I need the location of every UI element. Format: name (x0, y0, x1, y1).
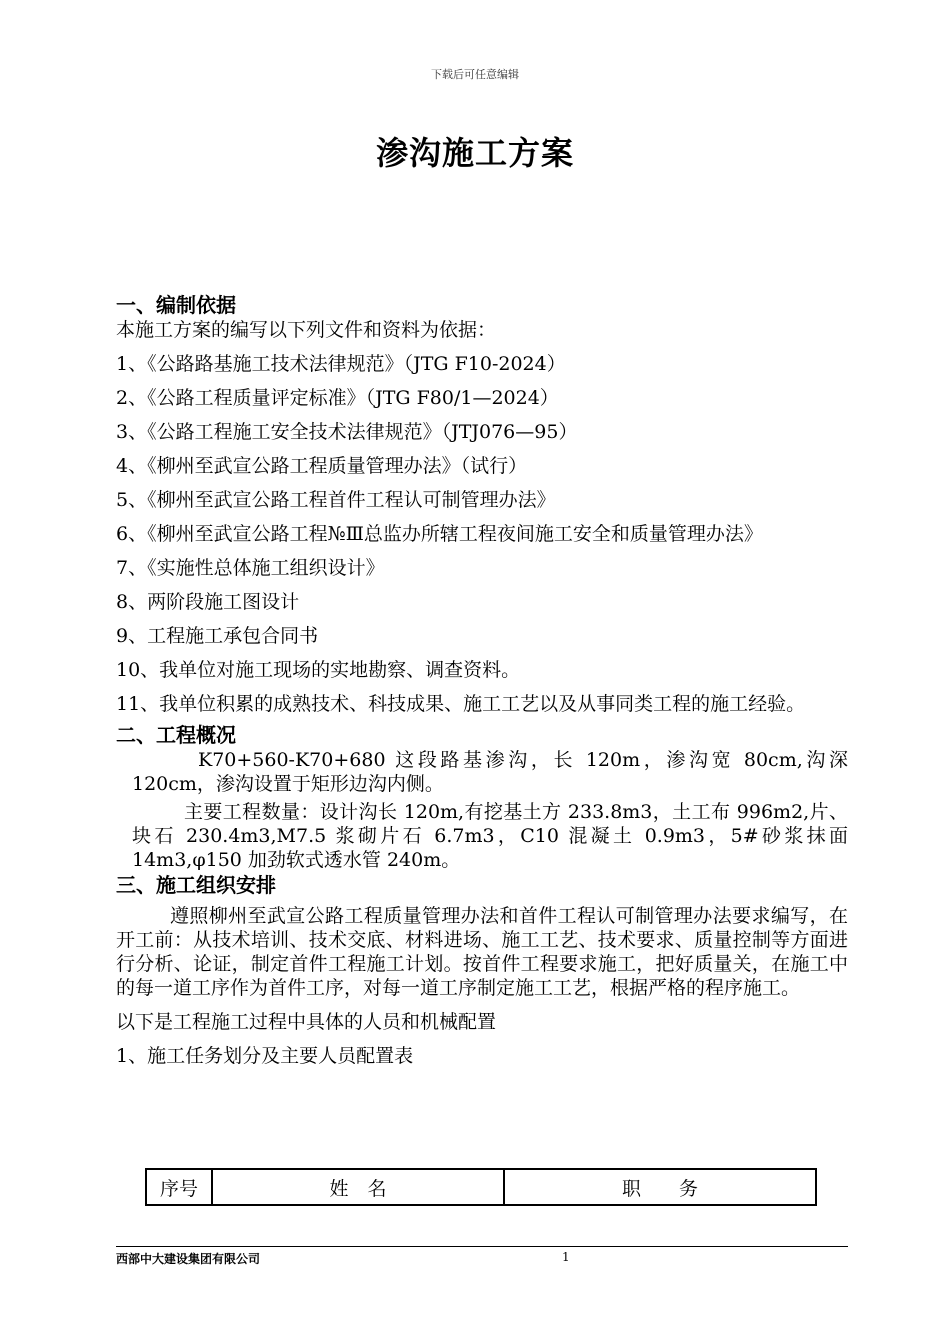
section1-intro: 本施工方案的编写以下列文件和资料为依据： (116, 319, 497, 341)
document-body (116, 292, 848, 1068)
basis-item-10: 10、我单位对施工现场的实地勘察、调查资料。 (116, 659, 521, 681)
basis-item-8: 8、两阶段施工图设计 (116, 591, 300, 613)
section2-overview: K70+560-K70+680 这段路基渗沟，长 120m，渗沟宽 80cm,沟深 120cm，渗沟设置于矩形边沟内侧。 (132, 749, 848, 795)
section2-heading: 二、工程概况 (116, 723, 236, 747)
staff-table (145, 1168, 817, 1206)
basis-item-6: 6、《柳州至武宣公路工程№Ⅲ总监办所辖工程夜间施工安全和质量管理办法》 (116, 523, 763, 545)
header-position: 职 务 (504, 1169, 816, 1205)
basis-item-1: 1、《公路路基施工技术法律规范》（JTG F10-2024） (116, 353, 566, 375)
document-title: 渗沟施工方案 (375, 134, 574, 172)
page-number: 1 (562, 1250, 570, 1264)
section3-arrangement: 遵照柳州至武宣公路工程质量管理办法和首件工程认可制管理办法要求编写，在开工前：从技术培训、技术交底、材料进场、施工工艺、技术要求、质量控制等方面进行分析、论证，制定首件工程施工计划。按首件工程要求施工，把好质量关，在施工中的每一道工序作为首件工序，对每一道工序制定施工工艺，根据严格的程序施工。 (116, 905, 848, 999)
basis-item-3: 3、《公路工程施工安全技术法律规范》（JTJ076—95） (116, 421, 578, 443)
basis-item-7: 7、《实施性总体施工组织设计》 (116, 557, 385, 579)
section1-heading: 一、编制依据 (116, 293, 236, 317)
basis-item-9: 9、工程施工承包合同书 (116, 625, 319, 647)
basis-item-11: 11、我单位积累的成熟技术、科技成果、施工工艺以及从事同类工程的施工经验。 (116, 693, 806, 715)
basis-item-2: 2、《公路工程质量评定标准》（JTG F80/1—2024） (116, 387, 559, 409)
section2-quantities: 主要工程数量：设计沟长 120m,有挖基土方 233.8m3，土工布 996m2,片、块石 230.4m3,M7.5 浆砌片石 6.7m3，C10 混凝土 0.9m3，5#砂浆抹面 14m3,φ150 加劲软式透水管 240m。 (132, 801, 848, 871)
section3-config-intro: 以下是工程施工过程中具体的人员和机械配置 (116, 1011, 497, 1033)
footer-divider (116, 1246, 848, 1247)
header-name: 姓 名 (212, 1169, 504, 1205)
section3-heading: 三、施工组织安排 (116, 873, 276, 897)
staff-table-caption: 1、施工任务划分及主要人员配置表 (116, 1045, 414, 1067)
header-note: 下载后可任意编辑 (431, 68, 519, 81)
table-header-row (146, 1169, 816, 1205)
basis-item-5: 5、《柳州至武宣公路工程首件工程认可制管理办法》 (116, 489, 556, 511)
footer-company: 西部中大建设集团有限公司 (116, 1252, 261, 1266)
basis-item-4: 4、《柳州至武宣公路工程质量管理办法》（试行） (116, 455, 528, 477)
header-serial: 序号 (146, 1169, 212, 1205)
